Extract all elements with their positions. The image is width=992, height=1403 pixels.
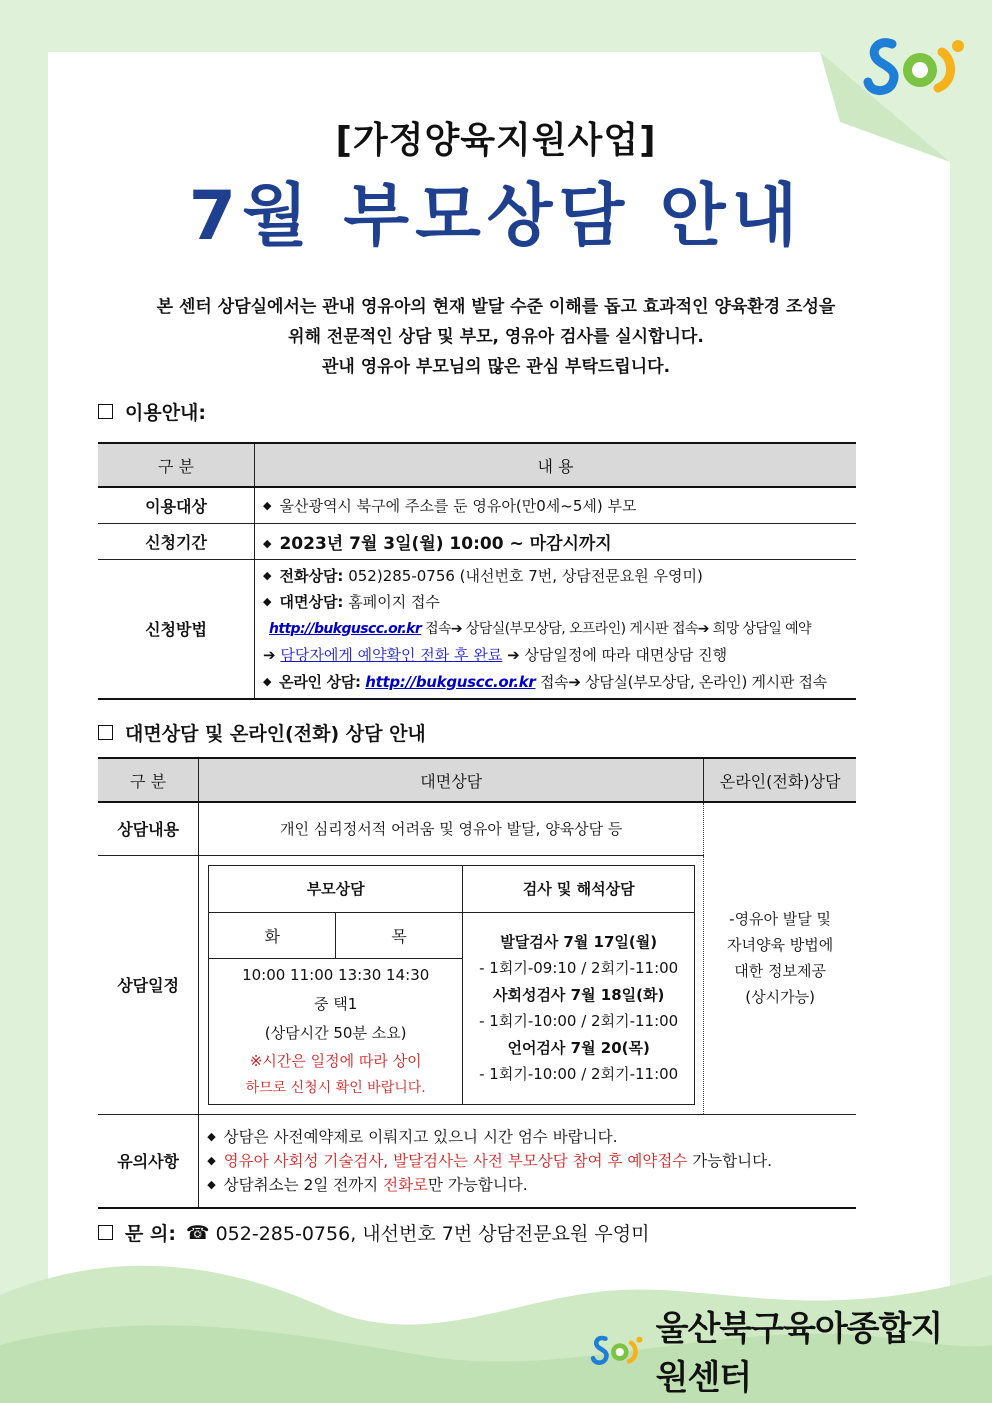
method-phone	[263, 563, 855, 590]
homepage-link[interactable]: http://bukguscc.or.kr	[269, 620, 422, 637]
method-online	[263, 669, 855, 696]
confirm-rest-text: ➔ 상담일정에 따라 대면상담 진행	[507, 646, 728, 664]
table-header: 내 용	[255, 443, 857, 487]
test-times: - 1회기-10:00 / 2회기-11:00	[479, 1012, 679, 1030]
counsel-table	[98, 757, 856, 1209]
bullet-icon: ◆	[263, 674, 272, 688]
caution-text: 만 가능합니다.	[428, 1175, 528, 1194]
row-value	[255, 487, 857, 523]
section-heading-counsel	[98, 719, 426, 746]
table-header: 대면상담	[199, 758, 704, 802]
row-label: 이용대상	[98, 487, 255, 523]
method-visit-path	[263, 616, 855, 643]
inner-header: 검사 및 해석상담	[463, 865, 695, 912]
notice-text: 하므로 신청시 확인 바랍니다.	[245, 1079, 426, 1096]
caution-text: 상담은 사전예약제로 이뤄지고 있으니 시간 엄수 바랍니다.	[223, 1127, 618, 1146]
content-value: 개인 심리정서적 어려움 및 영유아 발달, 양육상담 등	[199, 802, 704, 855]
row-value	[255, 523, 857, 559]
target-text: 울산광역시 북구에 주소를 둔 영유아(만0세~5세) 부모	[279, 496, 637, 515]
table-row	[98, 523, 856, 559]
notice-text: ※시간은 일정에 따라 상이	[249, 1051, 422, 1070]
day-thursday: 목	[336, 912, 463, 958]
visit-label: 대면상담:	[279, 593, 344, 611]
footer-logo	[590, 1309, 970, 1398]
duration-text: (상담시간 50분 소요)	[264, 1023, 407, 1042]
intro-line: 위해 전문적인 상담 및 부모, 영유아 검사를 실시합니다.	[288, 327, 704, 347]
caution-text-red: 영유아 사회성 기술검사, 발달검사는 사전 부모상담 참여 후 예약접수	[223, 1151, 688, 1170]
phone-label: 전화상담:	[279, 566, 344, 585]
row-label: 신청방법	[98, 559, 255, 699]
table-header: 구 분	[98, 443, 255, 487]
table-row	[98, 487, 856, 523]
online-info	[704, 802, 856, 1114]
day-tuesday: 화	[209, 912, 336, 958]
caution-item	[207, 1173, 855, 1197]
method-confirm	[263, 642, 855, 669]
caution-list	[199, 1114, 856, 1208]
bullet-icon: ◆	[207, 1153, 216, 1167]
intro-line: 관내 영유아 부모님의 많은 관심 부탁드립니다.	[321, 357, 671, 377]
caution-text: 상담취소는 2일 전까지	[223, 1175, 379, 1194]
visit-value: 홈페이지 접수	[348, 593, 440, 611]
main-title: 7월 부모상담 안내	[188, 177, 804, 256]
test-times: - 1회기-09:10 / 2회기-11:00	[479, 959, 679, 977]
caution-item	[207, 1149, 855, 1173]
online-path-text: 접속➔ 상담실(부모상담, 온라인) 게시판 접속	[539, 672, 827, 691]
phone-icon: ☎	[185, 1221, 210, 1244]
choose-one: 중 택1	[314, 994, 358, 1013]
caution-text-red: 전화로	[383, 1175, 429, 1194]
visit-path-text: 접속➔ 상담실(부모상담, 오프라인) 게시판 접속➔ 희망 상담일 예약	[425, 620, 811, 637]
inner-header: 부모상담	[209, 865, 463, 912]
checkbox-square-icon	[98, 1225, 113, 1240]
phone-value: 052)285-0756 (내선번호 7번, 상담전문요원 우영미)	[348, 566, 703, 585]
test-title: 발달검사 7월 17일(월)	[500, 932, 658, 951]
online-line: 자녀양육 방법에	[727, 936, 834, 955]
test-times: - 1회기-10:00 / 2회기-11:00	[479, 1065, 679, 1083]
row-label: 유의사항	[98, 1114, 199, 1208]
bullet-icon: ◆	[263, 595, 272, 608]
contact-label: 문 의:	[125, 1223, 176, 1245]
table-row	[98, 802, 856, 855]
section-heading-label: 대면상담 및 온라인(전화) 상담 안내	[125, 723, 426, 745]
time-slots: 10:00 11:00 13:30 14:30	[242, 965, 430, 984]
center-logo-icon	[590, 1321, 648, 1379]
usage-table	[98, 442, 856, 700]
section-heading-usage	[98, 398, 206, 425]
org-name: 울산북구육아종합지원센터	[655, 1309, 943, 1398]
bullet-icon: ◆	[207, 1177, 216, 1191]
homepage-link[interactable]: http://bukguscc.or.kr	[365, 672, 536, 691]
table-row	[98, 1114, 856, 1208]
method-visit	[263, 589, 855, 616]
schedule-cell	[199, 855, 704, 1114]
checkbox-square-icon	[98, 404, 113, 419]
bullet-icon: ◆	[263, 536, 272, 550]
table-row	[98, 559, 856, 699]
online-line: -영유아 발달 및	[729, 910, 832, 929]
bullet-icon: ◆	[207, 1129, 216, 1143]
online-label: 온라인 상담:	[279, 672, 361, 691]
period-text: 2023년 7월 3일(월) 10:00 ~ 마감시까지	[279, 533, 612, 554]
table-header: 온라인(전화)상담	[704, 758, 856, 802]
row-label: 신청기간	[98, 523, 255, 559]
section-heading-label: 이용안내:	[125, 402, 207, 424]
row-value	[255, 559, 857, 699]
intro-line: 본 센터 상담실에서는 관내 영유아의 현재 발달 수준 이해를 돕고 효과적인 양육환경 조성을	[156, 297, 836, 317]
bullet-icon: ◆	[263, 498, 272, 512]
schedule-inner-table	[208, 865, 695, 1105]
checkbox-square-icon	[98, 725, 113, 740]
contact-value: 052-285-0756, 내선번호 7번 상담전문요원 우영미	[215, 1223, 650, 1245]
caution-text: 가능합니다.	[692, 1151, 772, 1170]
test-schedule	[463, 912, 695, 1104]
program-title: [가정양육지원사업]	[335, 120, 657, 161]
arrow-icon: ➔	[263, 646, 276, 664]
online-line: 대한 정보제공	[734, 962, 826, 981]
row-label: 상담일정	[98, 855, 199, 1114]
test-title: 사회성검사 7월 18일(화)	[492, 985, 665, 1004]
bullet-icon: ◆	[263, 568, 272, 582]
online-line: (상시가능)	[745, 988, 815, 1007]
intro-text	[60, 292, 932, 382]
contact-line	[98, 1219, 649, 1246]
confirm-text: 담당자에게 예약확인 전화 후 완료	[280, 646, 503, 664]
row-label: 상담내용	[98, 802, 199, 855]
caution-item	[207, 1125, 855, 1149]
parent-times	[209, 958, 463, 1104]
table-header: 구 분	[98, 758, 199, 802]
center-logo-icon	[862, 30, 974, 102]
test-title: 언어검사 7월 20(목)	[507, 1038, 650, 1057]
